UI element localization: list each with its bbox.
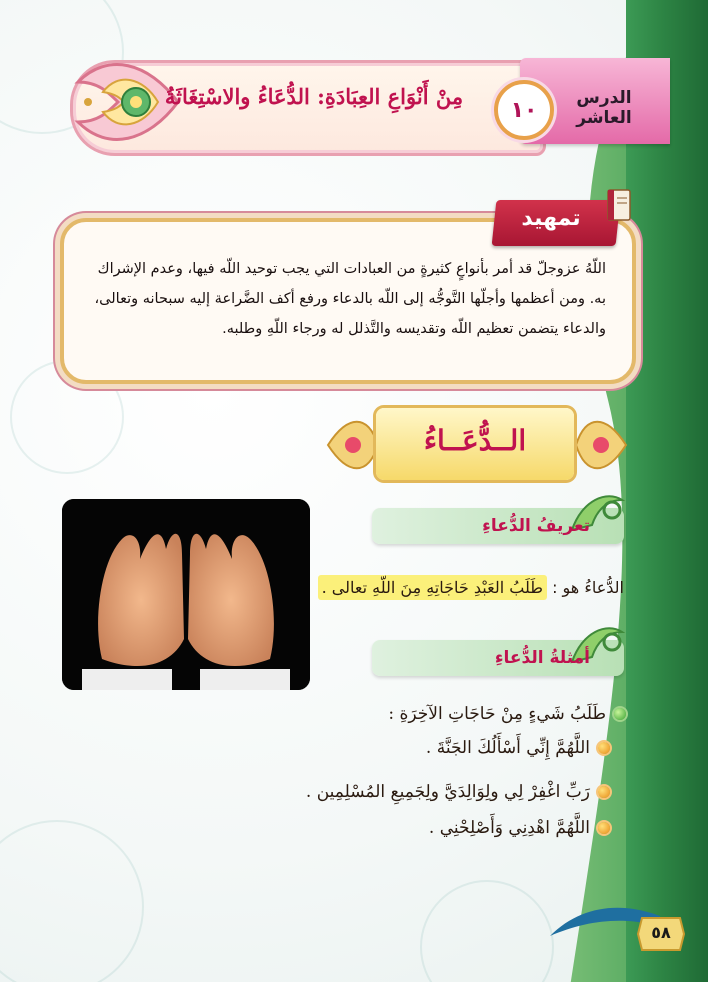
list-item-text: اللَّهُمَّ إِنِّي أَسْأَلُكَ الجَنَّةَ . [425,738,590,758]
definition-line [312,578,624,597]
intro-line: اللّهُ عزوجلّ قد أمر بأنواعٍ كثيرةٍ من العبادات التي يجب توحيد اللّه فيها، وعدم الإشراك [97,261,606,277]
intro-paragraph [86,254,606,344]
lesson-tag-label: الدرس العاشر [576,88,632,128]
orange-bullet-icon [598,822,610,834]
orange-bullet-icon [598,742,610,754]
list-item-text: اللَّهُمَّ اهْدِنِي وَأَصْلِحْنِي . [428,818,590,838]
list-item-text: طَلَبُ شَيءٍ مِنْ حَاجَاتِ الآخِرَةِ : [388,704,606,724]
lesson-title: مِنْ أَنْوَاعِ العِبَادَةِ: الدُّعَاءُ والاسْتِغَاثَةُ [164,84,464,109]
intro-line: به. ومن أعظمها وأجلّها التَّوجُّه إلى اللّه بالدعاء ورفع أكف الضَّراعة إليه سبحانه وتعالى، [94,291,606,307]
list-item-text: رَبِّ اغْفِرْ لِي ولِوَالِدَيَّ ولِجَمِيعِ المُسْلِمِين . [305,782,590,802]
page-number: ٥٨ [651,923,671,942]
praying-hands-photo [62,499,310,690]
section-title: الــدُّعَــاءُ [423,424,527,457]
background-ornament [0,820,144,982]
examples-heading: أمثلةُ الدُّعاءِ [494,648,590,668]
definition-text: طَلَبُ العَبْدِ حَاجَاتِهِ مِنَ اللّهِ تعالى . [318,575,547,600]
lesson-number-badge: ١٠ [494,80,554,140]
list-item [426,738,610,758]
intro-line: والدعاء يتضمن تعظيم اللّه وتقديسه والتَّذلل له ورجاء اللّهِ وطلبه. [222,321,606,337]
decorative-green-band [626,0,708,982]
definition-heading: تعريفُ الدُّعاءِ [482,516,590,536]
list-item [429,818,610,838]
list-item [388,704,626,724]
green-bullet-icon [614,708,626,720]
intro-label: تمهيد [521,206,581,231]
definition-prefix: الدُّعاءُ هو : [552,578,624,597]
list-item [306,782,610,802]
orange-bullet-icon [598,786,610,798]
book-icon [604,184,634,224]
praying-hands-icon [62,499,310,690]
background-ornament [420,880,554,982]
